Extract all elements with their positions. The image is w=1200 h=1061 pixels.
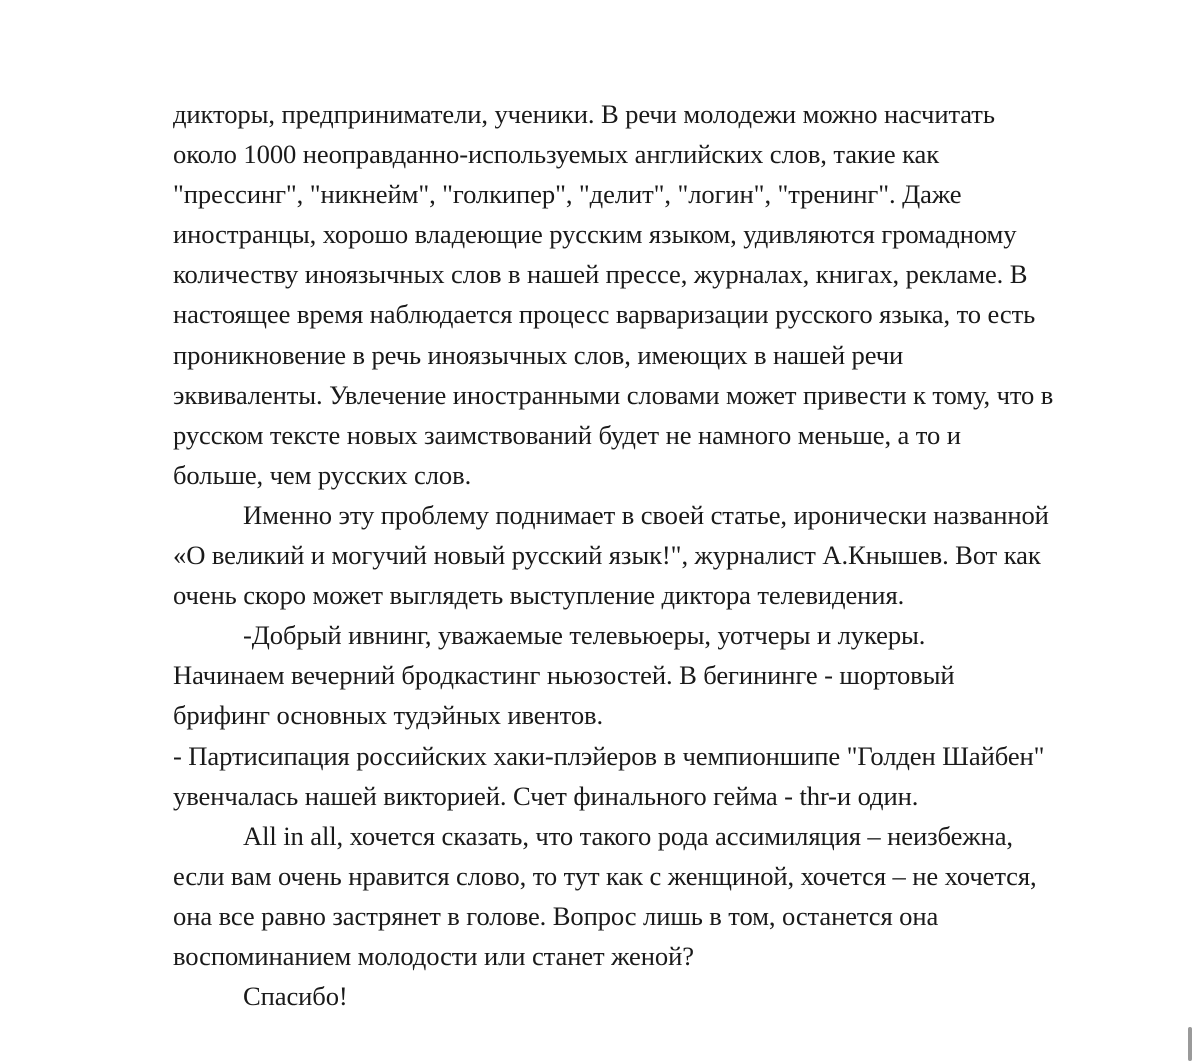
text-line: русском тексте новых заимствований будет не намного меньше, а то и (173, 419, 961, 450)
text-line: если вам очень нравится слово, то тут как с женщиной, хочется – не хочется, (173, 860, 1037, 891)
text-line: больше, чем русских слов. (173, 459, 472, 490)
paragraph-start-line: Именно эту проблему поднимает в своей статье, иронически названной (243, 499, 1049, 530)
document-body (173, 94, 1133, 1016)
text-line: количеству иноязычных слов в нашей прессе, журналах, книгах, рекламе. В (173, 259, 1028, 290)
text-line: воспоминанием молодости или станет женой? (173, 940, 694, 971)
scrollbar-thumb[interactable] (1188, 1027, 1192, 1061)
text-line: около 1000 неоправданно-используемых английских слов, такие как (173, 139, 940, 170)
paragraph-start-line: All in all, хочется сказать, что такого рода ассимиляция – неизбежна, (243, 820, 1013, 851)
text-line: "прессинг", "никнейм", "голкипер", "делит", "логин", "тренинг". Даже (173, 179, 962, 210)
text-line: увенчалась нашей викторией. Счет финального гейма - thr-и один. (173, 780, 919, 811)
text-line: эквиваленты. Увлечение иностранными словами может привести к тому, что в (173, 379, 1054, 410)
text-line: очень скоро может выглядеть выступление диктора телевидения. (173, 580, 905, 611)
text-line: дикторы, предприниматели, ученики. В речи молодежи можно насчитать (173, 99, 995, 129)
text-line: «О великий и могучий новый русский язык!", журналист А.Кнышев. Вот как (173, 540, 1041, 571)
paragraph-start-line: -Добрый ивнинг, уважаемые телевьюеры, уотчеры и лукеры. (243, 620, 926, 651)
text-line: она все равно застрянет в голове. Вопрос лишь в том, останется она (173, 900, 939, 931)
text-line: брифинг основных тудэйных ивентов. (173, 700, 604, 731)
text-line: иностранцы, хорошо владеющие русским языком, удивляются громадному (173, 219, 1017, 250)
text-line: проникновение в речь иноязычных слов, имеющих в нашей речи (173, 339, 904, 370)
text-line: - Партисипация российских хаки-плэйеров в чемпионшипе "Голден Шайбен" (173, 740, 1045, 771)
paragraph-start-line: Спасибо! (243, 981, 348, 1012)
text-line: Начинаем вечерний бродкастинг ньюзостей. В бегининге - шортовый (173, 660, 955, 691)
text-line: настоящее время наблюдается процесс варваризации русского языка, то есть (173, 299, 1036, 330)
